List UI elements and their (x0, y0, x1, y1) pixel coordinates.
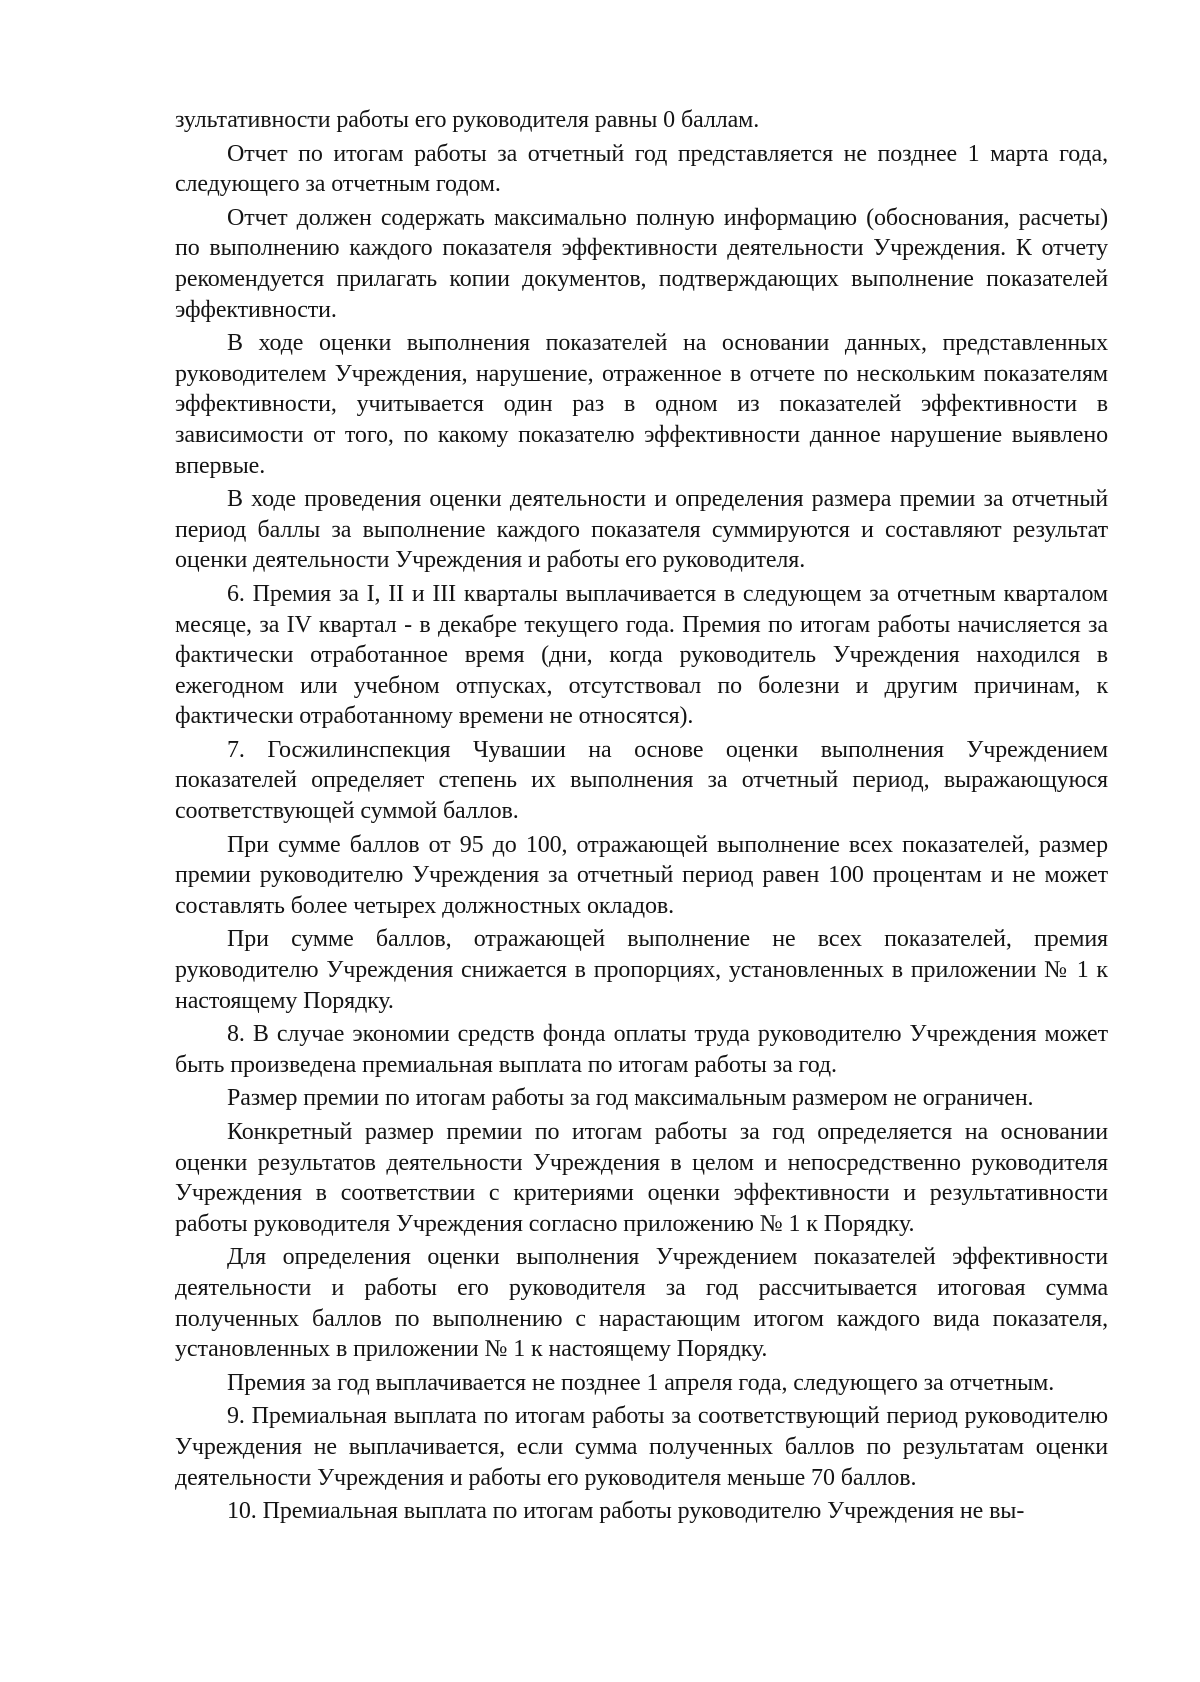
paragraph-points-summing: В ходе проведения оценки деятельности и определения размера премии за отчетный период баллы за выполнение каждого показателя суммируются и составляют результат оценки деятельности Учреждения и работы его руководителя. (175, 486, 1108, 574)
paragraph-item-7: 7. Госжилинспекция Чувашии на основе оценки выполнения Учреждением показателей определяет степень их выполнения за отчетный период, выражающуюся соответствующей суммой баллов. (175, 736, 1108, 825)
paragraph-reduced-bonus: При сумме баллов, отражающей выполнение не всех показателей, премия руководителю Учреждения снижается в пропорциях, установленных в приложении № 1 к настоящему Порядку. (175, 926, 1108, 1014)
paragraph-report-deadline: Отчет по итогам работы за отчетный год представляется не позднее 1 марта года, следующего за отчетным годом. (175, 140, 1108, 198)
paragraph-item-6: 6. Премия за I, II и III кварталы выплачивается в следующем за отчетным кварталом месяце, за IV квартал - в декабре текущего года. Премия по итогам работы начисляется за фактически отработанное время (дни, когда руководитель Учреждения находился в ежегодном или учебном отпусках, отсутствовал по болезни и другим причинам, к фактически отработанному времени не относятся). (175, 580, 1108, 730)
paragraph-annual-payment-deadline: Премия за год выплачивается не позднее 1 апреля года, следующего за отчетным. (227, 1369, 1055, 1396)
paragraph-item-8: 8. В случае экономии средств фонда оплаты труда руководителю Учреждения может быть произведена премиальная выплата по итогам работы за год. (175, 1021, 1108, 1078)
paragraph-violation-counting: В ходе оценки выполнения показателей на основании данных, представленных руководителем Учреждения, нарушение, отраженное в отчете по нескольким показателям эффективности, учитывается один раз в одном из показателей эффективности в зависимости от того, по какому показателю эффективности данное нарушение выявлено впервые. (175, 330, 1108, 479)
paragraph-report-content: Отчет должен содержать максимально полную информацию (обоснования, расчеты) по выполнению каждого показателя эффективности деятельности Учреждения. К отчету рекомендуется прилагать копии документов, подтверждающих выполнение показателей эффективности. (175, 204, 1108, 323)
paragraph-item-9: 9. Премиальная выплата по итогам работы за соответствующий период руководителю Учреждения не выплачивается, если сумма полученных баллов по результатам оценки деятельности Учреждения и работы его руководителя меньше 70 баллов. (175, 1403, 1108, 1491)
paragraph-item-10: 10. Премиальная выплата по итогам работы руководителю Учреждения не вы- (227, 1498, 1025, 1525)
paragraph-annual-bonus-unlimited: Размер премии по итогам работы за год максимальным размером не ограничен. (227, 1085, 1034, 1112)
paragraph-annual-assessment: Для определения оценки выполнения Учреждением показателей эффективности деятельности и работы его руководителя за год рассчитывается итоговая сумма полученных баллов по выполнению с нарастающим итогом каждого вида показателя, установленных в приложении № 1 к настоящему Порядку. (175, 1244, 1108, 1363)
paragraph-annual-bonus-amount: Конкретный размер премии по итогам работы за год определяется на основании оценки результатов деятельности Учреждения в целом и непосредственно руководителя Учреждения в соответствии с критериями оценки эффективности и результативности работы руководителя Учреждения согласно приложению № 1 к Порядку. (175, 1119, 1108, 1237)
paragraph-continuation: зультативности работы его руководителя равны 0 баллам. (175, 107, 760, 133)
paragraph-full-points: При сумме баллов от 95 до 100, отражающей выполнение всех показателей, размер премии руководителю Учреждения за отчетный период равен 100 процентам и не может составлять более четырех должностных окладов. (175, 831, 1108, 919)
